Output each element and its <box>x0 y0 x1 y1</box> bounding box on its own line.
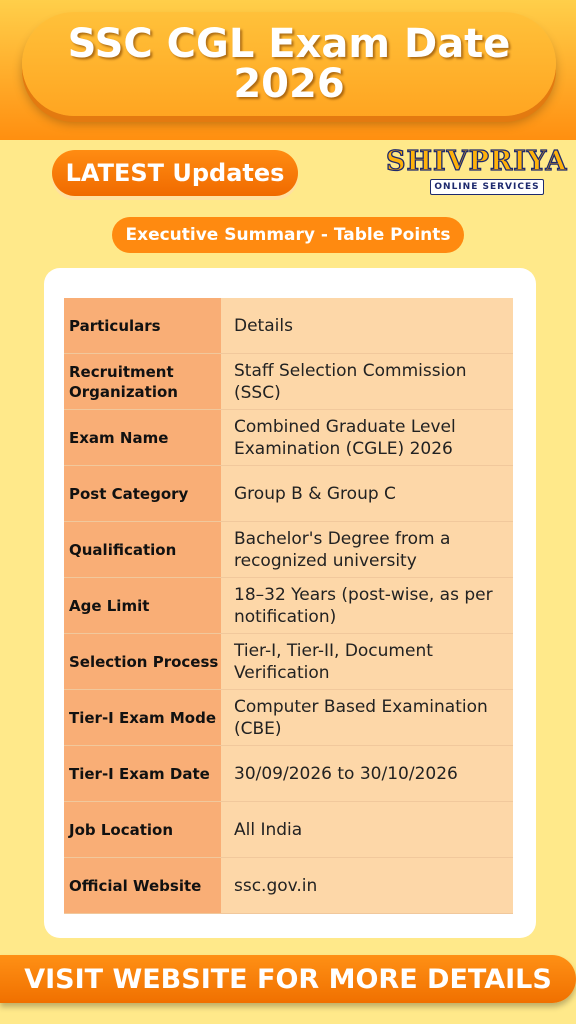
brand-name: SHIVPRIYA <box>386 146 568 177</box>
row-value: Tier-I, Tier-II, Document Verification <box>221 634 513 689</box>
row-label: Tier-I Exam Date <box>64 746 221 801</box>
row-label: Job Location <box>64 802 221 857</box>
row-label: Particulars <box>64 298 221 353</box>
visit-website-button[interactable]: VISIT WEBSITE FOR MORE DETAILS <box>0 955 576 1003</box>
table-row <box>64 746 513 802</box>
table-row <box>64 578 513 634</box>
row-value: Computer Based Examination (CBE) <box>221 690 513 745</box>
row-value: Bachelor's Degree from a recognized university <box>221 522 513 577</box>
table-row <box>64 298 513 354</box>
brand-logo <box>386 146 568 196</box>
row-label: Tier-I Exam Mode <box>64 690 221 745</box>
row-value: Staff Selection Commission (SSC) <box>221 354 513 409</box>
page-title: SSC CGL Exam Date 2026 <box>67 21 511 107</box>
table-row <box>64 858 513 914</box>
row-label: Recruitment Organization <box>64 354 221 409</box>
row-value: 30/09/2026 to 30/10/2026 <box>221 746 513 801</box>
row-label: Qualification <box>64 522 221 577</box>
title-banner <box>22 12 556 116</box>
row-label: Exam Name <box>64 410 221 465</box>
table-row <box>64 802 513 858</box>
row-value: 18–32 Years (post-wise, as per notification) <box>221 578 513 633</box>
summary-table <box>64 298 513 914</box>
row-label: Selection Process <box>64 634 221 689</box>
row-value: All India <box>221 802 513 857</box>
row-label: Official Website <box>64 858 221 913</box>
table-row <box>64 522 513 578</box>
brand-tagline: ONLINE SERVICES <box>430 179 544 195</box>
table-row <box>64 410 513 466</box>
table-row <box>64 466 513 522</box>
table-row <box>64 634 513 690</box>
table-row <box>64 354 513 410</box>
latest-updates-badge[interactable]: LATEST Updates <box>52 150 298 196</box>
row-value: Combined Graduate Level Examination (CGLE) 2026 <box>221 410 513 465</box>
row-value: Details <box>221 298 513 353</box>
table-row <box>64 690 513 746</box>
summary-card <box>44 268 536 938</box>
row-label: Post Category <box>64 466 221 521</box>
row-label: Age Limit <box>64 578 221 633</box>
row-value: ssc.gov.in <box>221 858 513 913</box>
row-value: Group B & Group C <box>221 466 513 521</box>
summary-heading: Executive Summary - Table Points <box>112 217 464 253</box>
